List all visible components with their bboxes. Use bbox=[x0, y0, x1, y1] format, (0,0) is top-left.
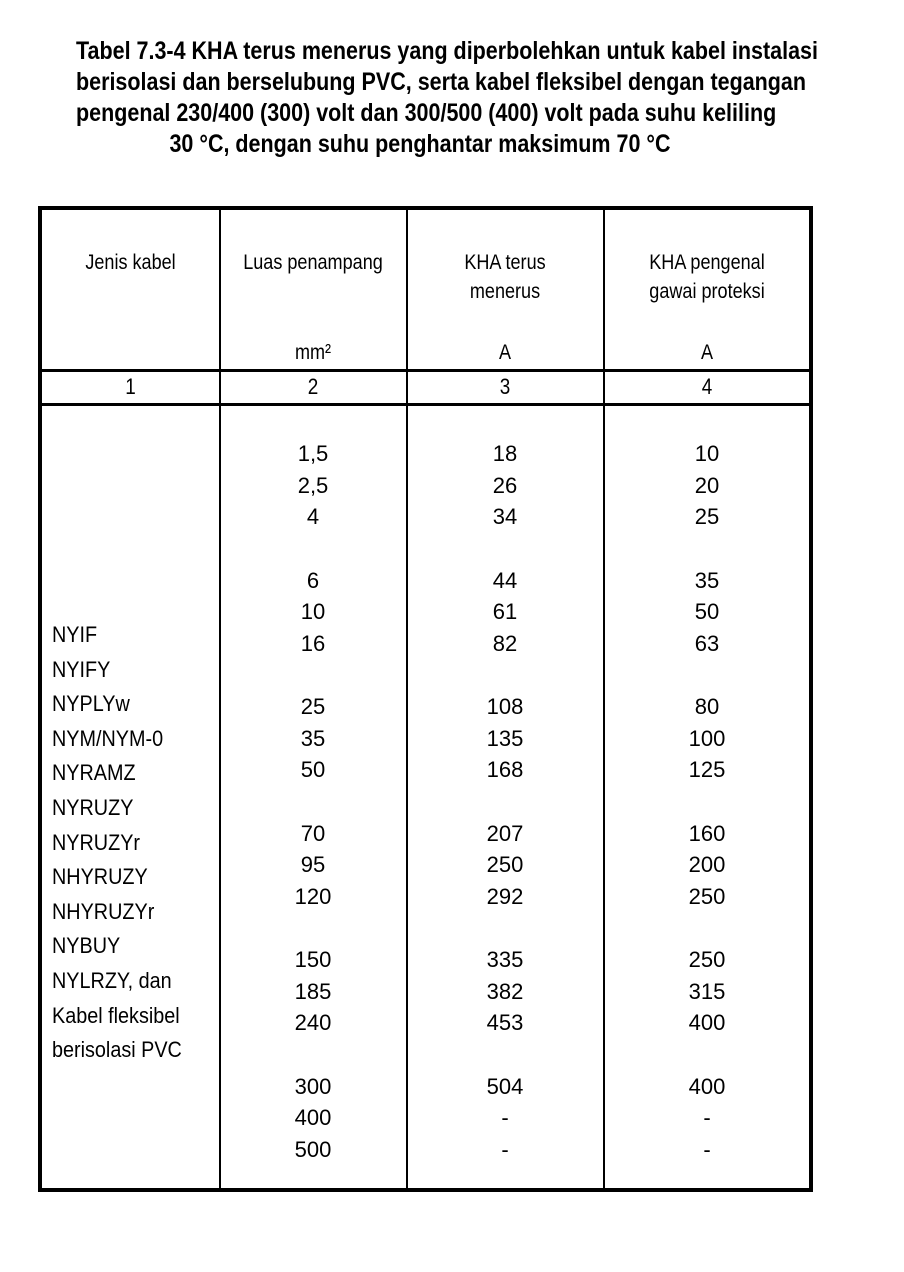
table-cell: 50 bbox=[300, 757, 326, 782]
cable-type: NHYRUZY bbox=[52, 864, 148, 890]
row-group bbox=[604, 944, 810, 1039]
table-cell: 335 bbox=[486, 947, 524, 972]
table-cell: 82 bbox=[492, 630, 518, 656]
table-cell: 34 bbox=[492, 504, 518, 529]
row-group bbox=[604, 818, 810, 913]
unit-ampere: A bbox=[498, 341, 512, 364]
table-cell: 382 bbox=[486, 978, 524, 1004]
cable-type: NYBUY bbox=[52, 933, 121, 959]
header-kha-pengenal bbox=[618, 248, 795, 306]
column-number: 2 bbox=[307, 374, 319, 399]
table-cell: 250 bbox=[486, 852, 524, 877]
table-cell: 10 bbox=[300, 599, 326, 624]
table-cell: 26 bbox=[492, 472, 518, 498]
table-cell: 4 bbox=[306, 504, 320, 529]
column-number: 4 bbox=[701, 374, 713, 399]
table-cell: - bbox=[501, 1105, 509, 1130]
header-luas-penampang: Luas penampang bbox=[243, 251, 383, 274]
table-cell: 185 bbox=[294, 978, 332, 1004]
table-cell: - bbox=[703, 1136, 711, 1162]
table-cell: 44 bbox=[492, 567, 518, 593]
table-cell: 504 bbox=[486, 1073, 524, 1099]
table-cell: 10 bbox=[694, 441, 720, 466]
row-group bbox=[407, 818, 603, 913]
table-cell: 250 bbox=[688, 883, 726, 909]
table-cell: 150 bbox=[294, 947, 332, 972]
row-group bbox=[407, 438, 603, 533]
table-cell: 207 bbox=[486, 820, 524, 846]
table-cell: - bbox=[501, 1136, 509, 1162]
caption-line: pengenal 230/400 (300) volt dan 300/500 (400) volt pada suhu keliling bbox=[76, 99, 777, 127]
table-cell: 400 bbox=[688, 1010, 726, 1035]
cable-type: NYLRZY, dan bbox=[52, 967, 172, 993]
row-group bbox=[220, 438, 406, 533]
header-line: menerus bbox=[469, 280, 541, 303]
header-line: KHA terus bbox=[464, 251, 546, 274]
table-cell: 61 bbox=[492, 599, 518, 624]
row-group bbox=[220, 944, 406, 1039]
table-cell: - bbox=[703, 1105, 711, 1130]
table-cell: 300 bbox=[294, 1073, 332, 1099]
row-group bbox=[220, 565, 406, 660]
cross-section-column bbox=[220, 438, 406, 1197]
numbering-divider bbox=[42, 403, 809, 406]
table-cell: 18 bbox=[492, 441, 518, 466]
unit-mm2: mm² bbox=[294, 341, 332, 364]
row-group bbox=[407, 944, 603, 1039]
table-cell: 1,5 bbox=[297, 441, 329, 466]
table-cell: 108 bbox=[486, 694, 524, 719]
cable-type: NYRAMZ bbox=[52, 760, 136, 786]
cable-type: NHYRUZYr bbox=[52, 898, 155, 924]
kha-column bbox=[407, 438, 603, 1197]
table-cell: 63 bbox=[694, 630, 720, 656]
table-cell: 25 bbox=[694, 504, 720, 529]
table-cell: 135 bbox=[486, 725, 524, 751]
cable-type: NYRUZY bbox=[52, 794, 134, 820]
table-cell: 50 bbox=[694, 599, 720, 624]
row-group bbox=[220, 1071, 406, 1166]
cable-type: NYPLYw bbox=[52, 691, 130, 717]
table-cell: 250 bbox=[688, 947, 726, 972]
table-cell: 400 bbox=[688, 1073, 726, 1099]
row-group bbox=[604, 438, 810, 533]
cable-type: NYRUZYr bbox=[52, 829, 141, 855]
table-cell: 500 bbox=[294, 1136, 332, 1162]
table-cell: 95 bbox=[300, 852, 326, 877]
unit-ampere: A bbox=[700, 341, 714, 364]
table-cell: 453 bbox=[486, 1010, 524, 1035]
table-cell: 200 bbox=[688, 852, 726, 877]
cable-type-list bbox=[52, 618, 196, 1068]
row-group bbox=[604, 691, 810, 786]
row-group bbox=[604, 565, 810, 660]
column-number: 1 bbox=[125, 374, 136, 399]
table-cell: 2,5 bbox=[297, 472, 329, 498]
cable-type: NYIFY bbox=[52, 656, 111, 682]
cable-type: NYIF bbox=[52, 622, 98, 647]
table-cell: 315 bbox=[688, 978, 726, 1004]
table-cell: 240 bbox=[294, 1010, 332, 1035]
table-cell: 168 bbox=[486, 757, 524, 782]
table-cell: 292 bbox=[486, 883, 524, 909]
cable-type: berisolasi PVC bbox=[52, 1037, 182, 1063]
table-cell: 120 bbox=[294, 883, 332, 909]
table-cell: 20 bbox=[694, 472, 720, 498]
protection-column bbox=[604, 438, 810, 1197]
caption-line: 30 °C, dengan suhu penghantar maksimum 70 °C bbox=[169, 130, 671, 158]
table-cell: 35 bbox=[300, 725, 326, 751]
header-line: KHA pengenal bbox=[649, 251, 765, 274]
row-group bbox=[407, 691, 603, 786]
table-cell: 100 bbox=[688, 725, 726, 751]
cable-type: NYM/NYM-0 bbox=[52, 725, 164, 751]
table-cell: 6 bbox=[306, 567, 320, 593]
table-caption bbox=[76, 36, 818, 160]
table-cell: 25 bbox=[300, 694, 326, 719]
row-group bbox=[220, 691, 406, 786]
table-cell: 160 bbox=[688, 820, 726, 846]
row-group bbox=[407, 565, 603, 660]
header-jenis-kabel: Jenis kabel bbox=[85, 251, 176, 274]
table-cell: 80 bbox=[694, 694, 720, 719]
header-kha-terus-menerus bbox=[421, 248, 590, 306]
header-line: gawai proteksi bbox=[649, 280, 765, 303]
row-group bbox=[220, 818, 406, 913]
row-group bbox=[604, 1071, 810, 1166]
table-cell: 16 bbox=[300, 630, 326, 656]
header-divider bbox=[42, 369, 809, 372]
table-cell: 70 bbox=[300, 820, 326, 846]
cable-type: Kabel fleksibel bbox=[52, 1002, 180, 1028]
kha-table bbox=[38, 206, 813, 1192]
caption-line: Tabel 7.3-4 KHA terus menerus yang diperbolehkan untuk kabel instalasi bbox=[76, 37, 818, 65]
column-number: 3 bbox=[499, 374, 511, 399]
table-cell: 125 bbox=[688, 757, 726, 782]
table-cell: 400 bbox=[294, 1105, 332, 1130]
table-cell: 35 bbox=[694, 567, 720, 593]
row-group bbox=[407, 1071, 603, 1166]
caption-line: berisolasi dan berselubung PVC, serta kabel fleksibel dengan tegangan bbox=[76, 68, 807, 96]
